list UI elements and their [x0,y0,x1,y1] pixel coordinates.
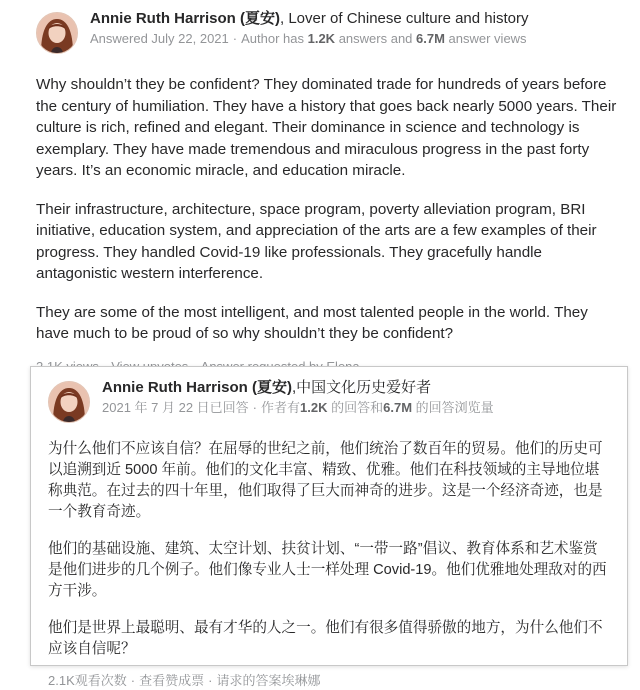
answer-paragraph: Why shouldn’t they be confident? They dominated trade for hundreds of years before the century of humiliation. They have a history that goes back nearly 5000 years. Their culture is rich, refined and elegant. Their dominance in science and technology is exemplary. They have made tremendous and miraculous progress in the past forty years. It’s an economic miracle, and education miracle. [36,76,617,179]
author-avatar[interactable] [48,381,90,423]
answer-paragraph: 他们的基础设施、建筑、太空计划、扶贫计划、“一带一路”倡议、教育体系和艺术鉴赏是他们进步的几个例子。他们像专业人士一样处理 Covid-19。他们优雅地处理敌对的西方干涉。 [48,541,607,599]
answer-header [36,8,622,54]
author-avatar[interactable] [36,12,78,54]
answers-label: answers and [335,31,417,46]
views-count: 6.7M [416,31,445,46]
author-has-label: Author has [241,31,308,46]
answer-stats [48,672,609,690]
view-count: 2.1K观看次数 [48,673,127,688]
answered-date[interactable]: Answered July 22, 2021 [90,31,229,46]
author-name-link[interactable]: Annie Ruth Harrison (夏安) [102,379,292,396]
answer-paragraph: Their infrastructure, architecture, space program, poverty alleviation program, BRI initiative, education system, and appreciation of the arts are a few examples of their progress. They handled Covid-19 like professionals. They gracefully handle antagonistic western interference. [36,200,597,282]
stats-separator: · [130,673,136,688]
meta-separator: · [252,400,258,415]
answer-requested-by[interactable]: 请求的答案埃琳娜 [216,673,321,688]
answers-label: 的回答和 [327,400,384,415]
answer-paragraph: They are some of the most intelligent, and most talented people in the world. They have much to be proud of so why shouldn’t they be confident? [36,303,588,342]
views-label: answer views [444,31,527,46]
answer-card-chinese [30,366,628,688]
author-has-label: 作者有 [261,400,301,415]
views-count: 6.7M [383,400,413,415]
stats-separator: · [208,673,213,688]
answer-paragraph: 为什么他们不应该自信？在屈辱的世纪之前，他们统治了数百年的贸易。他们的历史可以追溯到近 5000 年前。他们的文化丰富、精致、优雅。他们在科技领域的主导地位堪称典范。在过去的四十年里，他们取得了巨大而神奇的进步。这是一个经济奇迹，也是一个教育奇迹。 [48,441,603,520]
author-credential[interactable]: , Lover of Chinese culture and history [280,10,529,27]
answer-header [48,377,609,423]
views-label: 的回答浏览量 [412,400,494,415]
meta-separator: · [232,31,238,46]
answer-meta [102,399,609,417]
author-photo-icon [49,382,89,422]
author-photo-icon [37,13,77,53]
answered-date[interactable]: 2021 年 7 月 22 日已回答 [102,400,249,415]
view-upvotes-link[interactable]: 查看赞成票 [139,673,205,688]
answers-count: 1.2K [307,31,336,46]
answers-count: 1.2K [300,400,328,415]
answer-body [36,74,622,345]
answer-meta [90,30,622,48]
answer-paragraph: 他们是世界上最聪明、最有才华的人之一。他们有很多值得骄傲的地方，为什么他们不应该自信呢？ [48,620,603,657]
author-name-link[interactable]: Annie Ruth Harrison (夏安) [90,10,280,27]
answer-body [48,439,609,660]
author-credential[interactable]: ,中国文化历史爱好者 [292,379,432,396]
